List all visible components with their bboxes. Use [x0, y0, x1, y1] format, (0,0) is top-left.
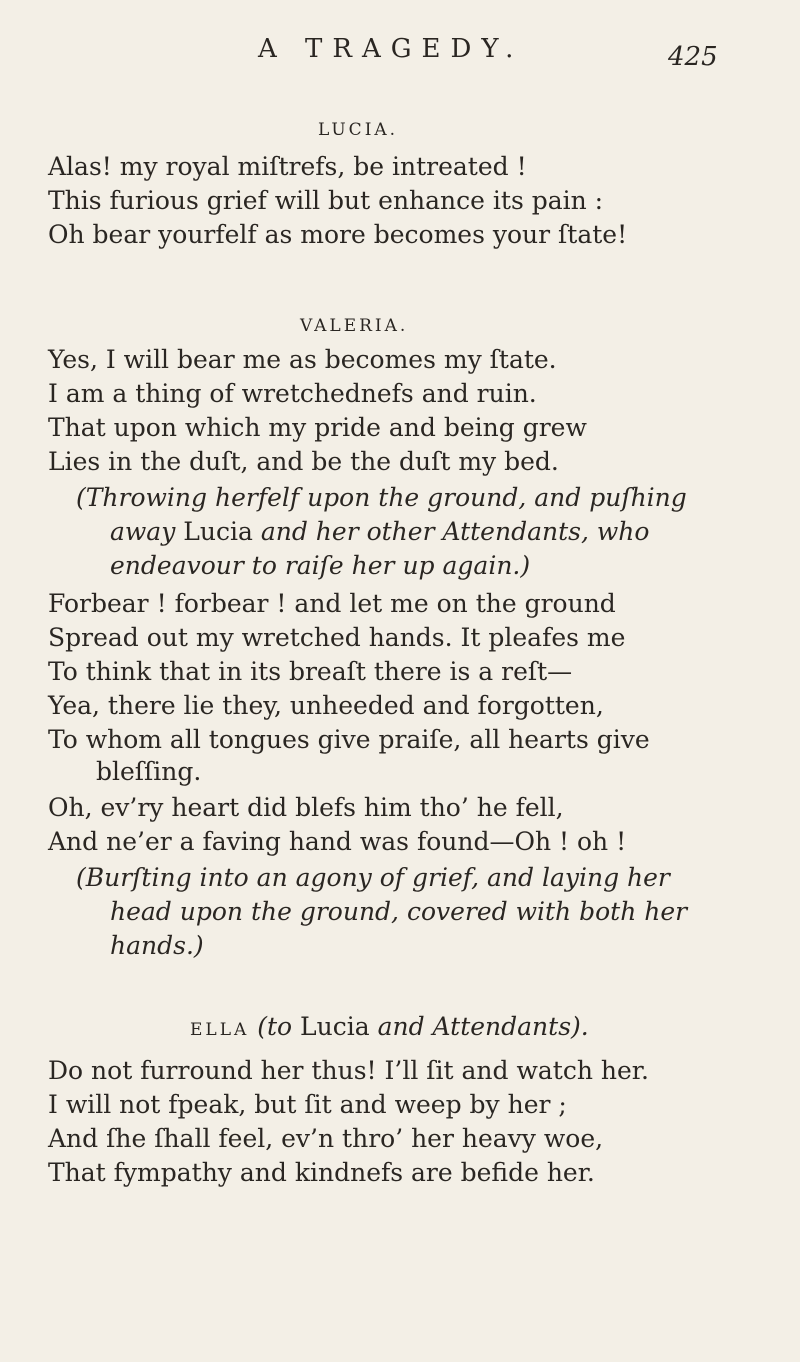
- stage-direction: head upon the ground, covered with both her: [110, 897, 688, 926]
- verse-line: Oh, ev’ry heart did blefs him tho’ he fell,: [48, 793, 564, 822]
- verse-line: Yes, I will bear me as becomes my ſtate.: [48, 345, 557, 374]
- page-number: 425: [668, 42, 718, 72]
- stage-direction-part: and Attendants).: [369, 1012, 589, 1041]
- stage-direction-part: and her other Attendants, who: [252, 517, 650, 546]
- speaker-valeria: VALERIA.: [300, 316, 409, 336]
- verse-line: This furious grief will but enhance its pain :: [48, 186, 604, 215]
- verse-line: Spread out my wretched hands. It pleafes me: [48, 623, 626, 652]
- verse-line: To whom all tongues give praiſe, all hearts give: [48, 725, 650, 754]
- verse-line: Forbear ! forbear ! and let me on the ground: [48, 589, 616, 618]
- stage-direction: (Throwing herfelf upon the ground, and puſhing: [76, 483, 687, 512]
- verse-line: Do not furround her thus! I’ll ſit and watch her.: [48, 1056, 649, 1085]
- stage-direction: (Burſting into an agony of grief, and laying her: [76, 863, 670, 892]
- verse-line: To think that in its breaſt there is a reſt—: [48, 657, 573, 686]
- verse-line: And ne’er a faving hand was found—Oh ! oh !: [48, 827, 627, 856]
- verse-line: And ſhe ſhall feel, ev’n thro’ her heavy woe,: [48, 1124, 604, 1153]
- verse-line: I will not fpeak, but ſit and weep by her ;: [48, 1090, 567, 1119]
- verse-line: Oh bear yourfelf as more becomes your ſtate!: [48, 220, 628, 249]
- verse-line: I am a thing of wretchednefs and ruin.: [48, 379, 537, 408]
- character-name: Lucia: [183, 517, 253, 546]
- speaker-ella: ELLA: [190, 1020, 250, 1040]
- running-title: A TRAGEDY.: [258, 34, 524, 64]
- verse-line: That upon which my pride and being grew: [48, 413, 587, 442]
- verse-line: That fympathy and kindnefs are befide her.: [48, 1158, 595, 1187]
- verse-line: Yea, there lie they, unheeded and forgotten,: [48, 691, 604, 720]
- stage-direction-part: away: [110, 517, 184, 546]
- verse-line: Lies in the duſt, and be the duſt my bed.: [48, 447, 559, 476]
- verse-line: bleſſing.: [96, 757, 202, 786]
- stage-direction-part: (to: [257, 1012, 301, 1041]
- character-name: Lucia: [300, 1012, 370, 1041]
- speaker-ella-heading: [190, 1010, 589, 1047]
- stage-direction: hands.): [110, 931, 204, 960]
- stage-direction: endeavour to raiſe her up again.): [110, 551, 531, 580]
- verse-line: Alas! my royal miſtrefs, be intreated !: [48, 152, 527, 181]
- stage-direction: [110, 515, 649, 549]
- speaker-lucia: LUCIA.: [318, 120, 399, 140]
